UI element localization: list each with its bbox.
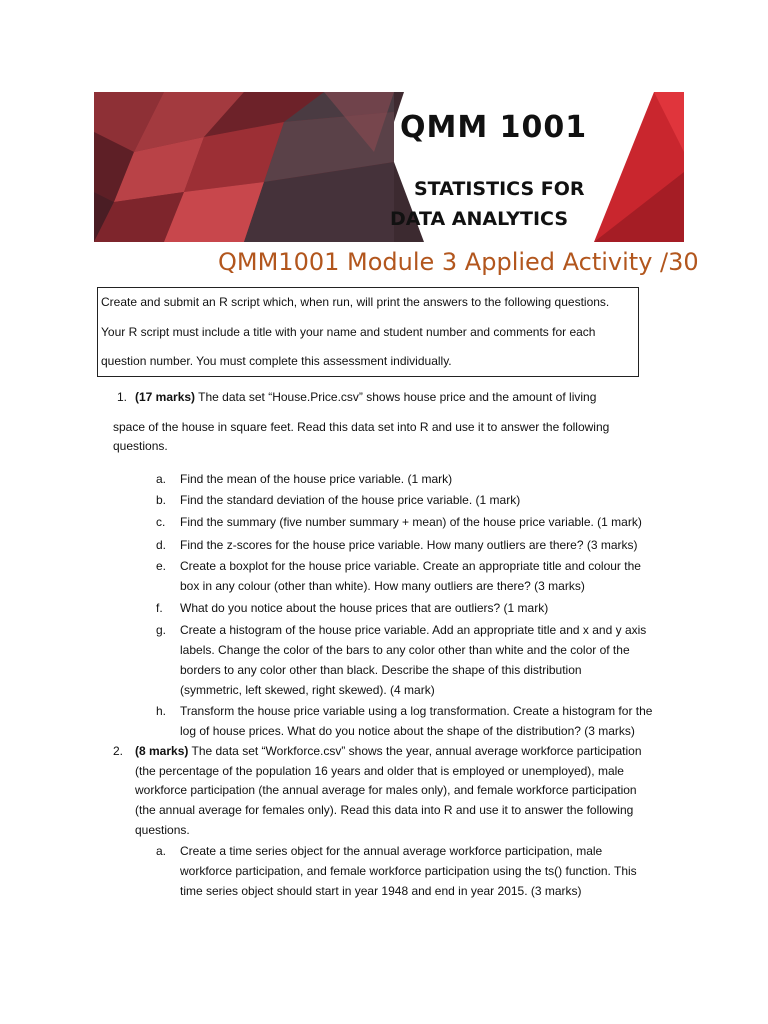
part-letter: a.	[156, 472, 167, 486]
page-title: QMM1001 Module 3 Applied Activity /30	[218, 248, 699, 276]
instructions-line: Create and submit an R script which, when run, will print the answers to the following questions.	[101, 295, 610, 309]
part-text: Find the standard deviation of the house price variable. (1 mark)	[180, 493, 521, 507]
part-text: Transform the house price variable using a log transformation. Create a histogram for the	[180, 704, 653, 718]
question-text: The data set “Workforce.csv” shows the year, annual average workforce participation	[188, 744, 642, 758]
part-text: Find the summary (five number summary + mean) of the house price variable. (1 mark)	[180, 515, 642, 529]
part-text: What do you notice about the house prices that are outliers? (1 mark)	[180, 601, 549, 615]
question-text: questions.	[113, 439, 168, 453]
part-text: Find the mean of the house price variable. (1 mark)	[180, 472, 453, 486]
part-text: Create a time series object for the annual average workforce participation, male	[180, 844, 603, 858]
part-text: labels. Change the color of the bars to any color other than white and the color of the	[180, 643, 630, 657]
course-subtitle-line2: DATA ANALYTICS	[390, 208, 569, 230]
part-text: Create a boxplot for the house price variable. Create an appropriate title and colour the	[180, 559, 641, 573]
question-text: (the annual average for females only). Read this data into R and use it to answer the following	[135, 803, 634, 817]
part-letter: f.	[156, 601, 163, 615]
instructions-box	[97, 287, 639, 377]
instructions-line: Your R script must include a title with your name and student number and comments for each	[101, 324, 596, 339]
part-text: box in any colour (other than white). How many outliers are there? (3 marks)	[180, 579, 585, 593]
question-text: The data set “House.Price.csv” shows house price and the amount of living	[195, 390, 597, 404]
part-letter: c.	[156, 515, 166, 529]
part-letter: b.	[156, 493, 167, 507]
course-banner	[94, 92, 684, 242]
part-text: workforce participation, and female workforce participation using the ts() function. This	[180, 864, 637, 878]
part-text: borders to any color other than black. Describe the shape of this distribution	[180, 663, 582, 677]
question-number: 1.	[117, 390, 128, 404]
part-letter: a.	[156, 844, 167, 858]
part-text: log of house prices. What do you notice about the shape of the distribution? (3 marks)	[180, 724, 635, 738]
question-marks: (8 marks)	[135, 744, 189, 758]
part-text: Create a histogram of the house price variable. Add an appropriate title and x and y axis	[180, 623, 647, 637]
question-number: 2.	[113, 744, 124, 758]
course-subtitle-line1: STATISTICS FOR	[414, 178, 585, 200]
part-text: (symmetric, left skewed, right skewed). (4 mark)	[180, 683, 435, 697]
part-letter: h.	[156, 704, 167, 718]
question-text: space of the house in square feet. Read this data set into R and use it to answer the following	[113, 420, 610, 434]
part-text: time series object should start in year 1948 and end in year 2015. (3 marks)	[180, 884, 582, 898]
part-text: Find the z-scores for the house price variable. How many outliers are there? (3 marks)	[180, 538, 638, 552]
question-text: questions.	[135, 823, 190, 837]
part-letter: d.	[156, 538, 167, 552]
question-text: (the percentage of the population 16 years and older that is employed or unemployed), male	[135, 764, 624, 778]
question-marks: (17 marks)	[135, 390, 196, 404]
part-letter: g.	[156, 623, 167, 637]
banner-polygon-artwork	[94, 92, 684, 242]
instructions-line: question number. You must complete this assessment individually.	[101, 354, 452, 368]
course-code: QMM 1001	[400, 110, 588, 145]
part-letter: e.	[156, 559, 167, 573]
question-text: workforce participation (the annual average for males only), and female workforce participation	[135, 783, 637, 797]
